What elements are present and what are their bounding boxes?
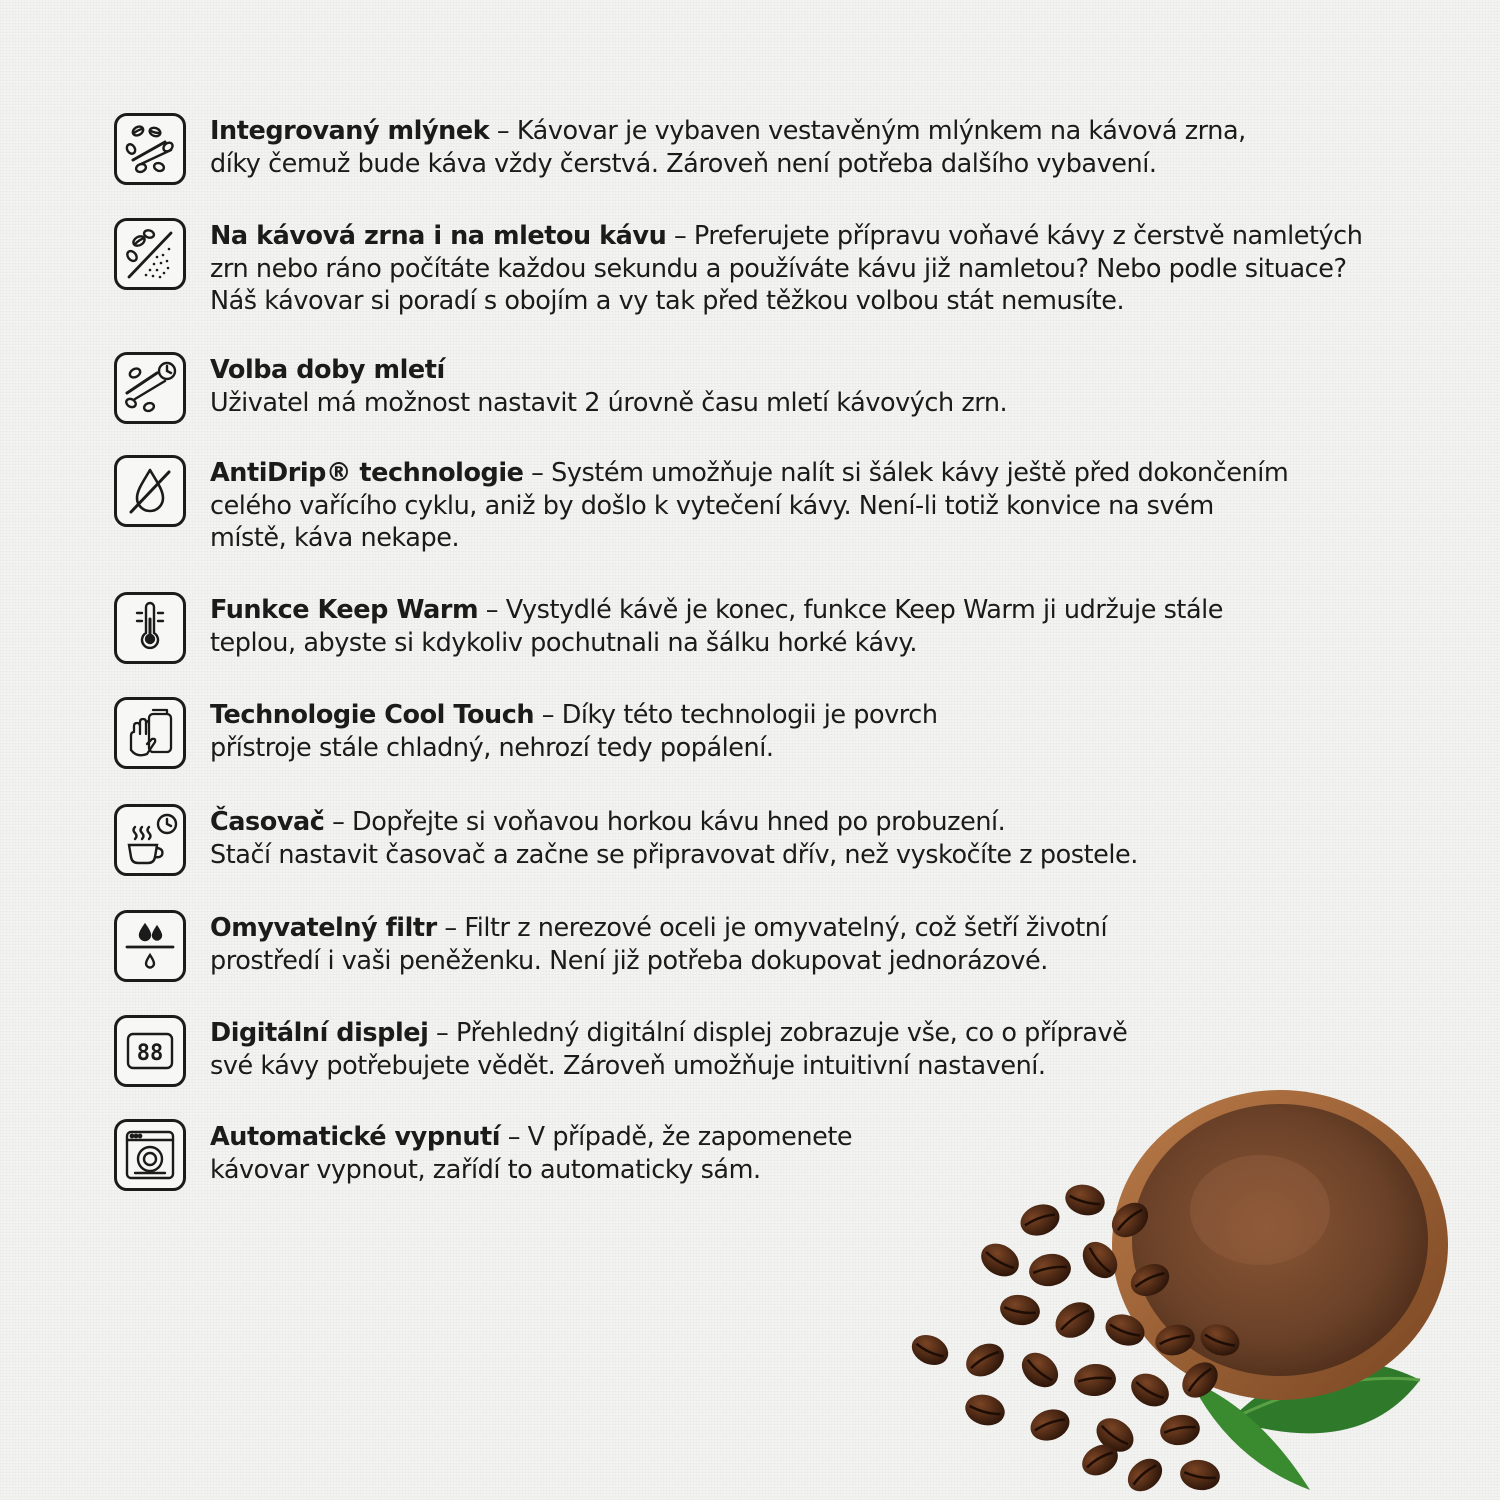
thermometer-icon bbox=[114, 592, 186, 664]
feature-title: AntiDrip® technologie bbox=[210, 458, 524, 488]
feature-text bbox=[210, 912, 1450, 977]
auto-off-icon bbox=[114, 1119, 186, 1191]
feature-text bbox=[210, 699, 1450, 764]
feature-title: Volba doby mletí bbox=[210, 355, 445, 385]
coffee-bowl-illustration bbox=[900, 1080, 1500, 1500]
grind-time-icon bbox=[114, 352, 186, 424]
anti-drip-icon bbox=[114, 455, 186, 527]
feature-description: Uživatel má možnost nastavit 2 úrovně času mletí kávových zrn. bbox=[210, 387, 1008, 418]
feature-description: kávovar vypnout, zařídí to automaticky sám. bbox=[210, 1154, 761, 1185]
feature-text bbox=[210, 594, 1450, 659]
feature-title: Integrovaný mlýnek bbox=[210, 116, 490, 146]
feature-description: místě, káva nekape. bbox=[210, 523, 460, 553]
coffee-beans-grinder-icon bbox=[114, 113, 186, 185]
timer-cup-icon bbox=[114, 804, 186, 876]
cool-touch-hand-icon bbox=[114, 697, 186, 769]
feature-description: Stačí nastavit časovač a začne se připravovat dřív, než vyskočíte z postele. bbox=[210, 839, 1138, 870]
feature-title: Na kávová zrna i na mletou kávu bbox=[210, 221, 667, 251]
feature-description: své kávy potřebujete vědět. Zároveň umožňuje intuitivní nastavení. bbox=[210, 1050, 1046, 1081]
feature-title: Automatické vypnutí bbox=[210, 1122, 501, 1152]
feature-text bbox=[210, 1017, 1450, 1082]
beans-and-ground-coffee-icon bbox=[114, 218, 186, 290]
feature-description: zrn nebo ráno počítáte každou sekundu a používáte kávu již namletou? Nebo podle situace? bbox=[210, 253, 1347, 284]
feature-title: Funkce Keep Warm bbox=[210, 595, 479, 625]
feature-description: – Preferujete přípravu voňavé kávy z čerstvě namletých bbox=[666, 221, 1363, 251]
feature-description: – Přehledný digitální displej zobrazuje vše, co o přípravě bbox=[428, 1018, 1128, 1048]
feature-text bbox=[210, 220, 1450, 318]
feature-title: Časovač bbox=[210, 807, 325, 837]
feature-description: přístroje stále chladný, nehrozí tedy popálení. bbox=[210, 732, 774, 763]
feature-description: – Díky této technologii je povrch bbox=[534, 700, 938, 730]
feature-description: – Vystydlé kávě je konec, funkce Keep Warm ji udržuje stále bbox=[478, 595, 1224, 625]
feature-text bbox=[210, 806, 1450, 871]
feature-text bbox=[210, 457, 1450, 555]
feature-description: díky čemuž bude káva vždy čerstvá. Zároveň není potřeba dalšího vybavení. bbox=[210, 148, 1157, 179]
feature-description: teplou, abyste si kdykoliv pochutnali na šálku horké kávy. bbox=[210, 627, 917, 658]
feature-title: Digitální displej bbox=[210, 1018, 429, 1048]
display-digits: 88 bbox=[136, 1041, 164, 1066]
feature-title: Technologie Cool Touch bbox=[210, 700, 535, 730]
feature-description: Náš kávovar si poradí s obojím a vy tak před těžkou volbou stát nemusíte. bbox=[210, 286, 1125, 316]
feature-description: – Dopřejte si voňavou horkou kávu hned po probuzení. bbox=[324, 807, 1006, 837]
feature-description: – Filtr z nerezové oceli je omyvatelný, což šetří životní bbox=[436, 913, 1108, 943]
digital-display-icon bbox=[114, 1015, 186, 1087]
feature-text bbox=[210, 354, 1450, 419]
feature-description: – Systém umožňuje nalít si šálek kávy ještě před dokončením bbox=[523, 458, 1289, 488]
feature-description: celého vařícího cyklu, aniž by došlo k vytečení kávy. Není-li totiž konvice na svém bbox=[210, 490, 1214, 521]
washable-filter-icon bbox=[114, 910, 186, 982]
feature-description: – V případě, že zapomenete bbox=[500, 1122, 853, 1152]
feature-description: prostředí i vaši peněženku. Není již potřeba dokupovat jednorázové. bbox=[210, 945, 1048, 976]
feature-description: – Kávovar je vybaven vestavěným mlýnkem na kávová zrna, bbox=[489, 116, 1246, 146]
feature-title: Omyvatelný filtr bbox=[210, 913, 437, 943]
feature-text bbox=[210, 115, 1450, 180]
